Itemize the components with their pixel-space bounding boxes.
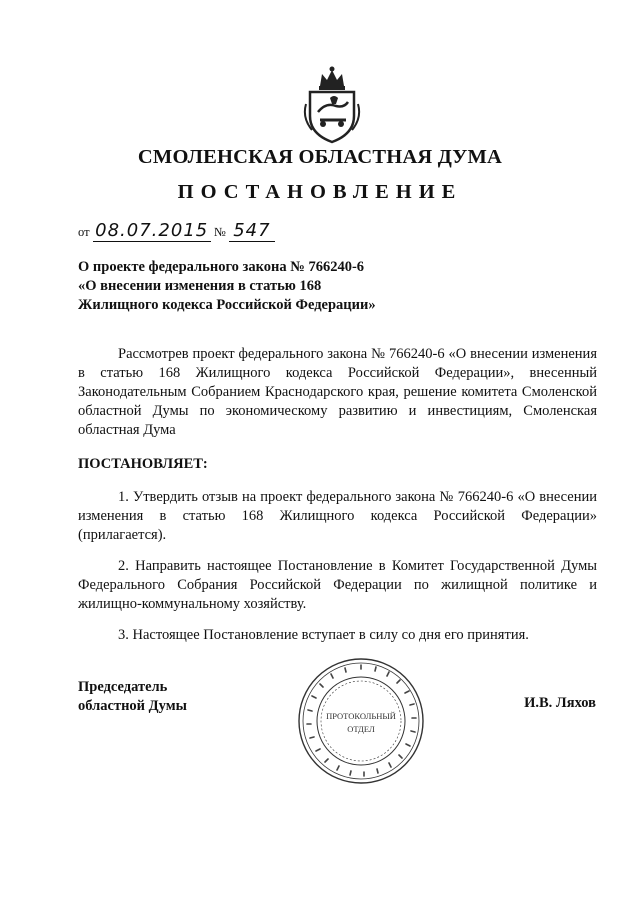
- signatory-title: [78, 678, 187, 716]
- stamp-center-text: ОТДЕЛ: [347, 724, 375, 734]
- number-prefix: №: [213, 225, 226, 239]
- coat-of-arms-emblem: [296, 64, 368, 144]
- date-number-line: [78, 221, 275, 242]
- resolution-item-1: 1. Утвердить отзыв на проект федерального закона № 766240-6 «О внесении изменения в статью 168 Жилищного кодекса Российской Федерации» (прилагается).: [78, 489, 597, 543]
- document-subject: [78, 258, 508, 315]
- resolution-item-2: 2. Направить настоящее Постановление в Комитет Государственной Думы Федерального Собрания Российской Федерации по жилищной политике и жилищно-коммунальному хозяйству.: [78, 558, 597, 612]
- subject-line: Жилищного кодекса Российской Федерации»: [78, 297, 376, 313]
- subject-line: О проекте федерального закона № 766240-6: [78, 259, 365, 275]
- decree-heading: ПОСТАНОВЛЯЕТ:: [78, 456, 208, 472]
- official-round-stamp: [296, 656, 426, 786]
- date-prefix: от: [78, 225, 90, 239]
- handwritten-number: 547: [229, 221, 275, 242]
- signatory-name: И.В. Ляхов: [524, 695, 596, 711]
- preamble-paragraph: Рассмотрев проект федерального закона № 766240-6 «О внесении изменения в статью 168 Жилищного кодекса Российской Федерации», внесенный Законодательным Собранием Краснодарского края, решение комитета Смоленской областной Думы по экономическому развитию и инвестициям, Смоленская областная Дума: [78, 346, 597, 438]
- organization-title: СМОЛЕНСКАЯ ОБЛАСТНАЯ ДУМА: [137, 146, 503, 168]
- signatory-title-line: областной Думы: [78, 698, 187, 714]
- document-type-title: ПОСТАНОВЛЕНИЕ: [177, 181, 463, 203]
- subject-line: «О внесении изменения в статью 168: [78, 278, 322, 294]
- stamp-center-text: ПРОТОКОЛЬНЫЙ: [326, 711, 396, 721]
- signatory-title-line: Председатель: [78, 679, 168, 695]
- resolution-item-3: 3. Настоящее Постановление вступает в силу со дня его принятия.: [118, 627, 529, 643]
- handwritten-date: 08.07.2015: [93, 221, 211, 242]
